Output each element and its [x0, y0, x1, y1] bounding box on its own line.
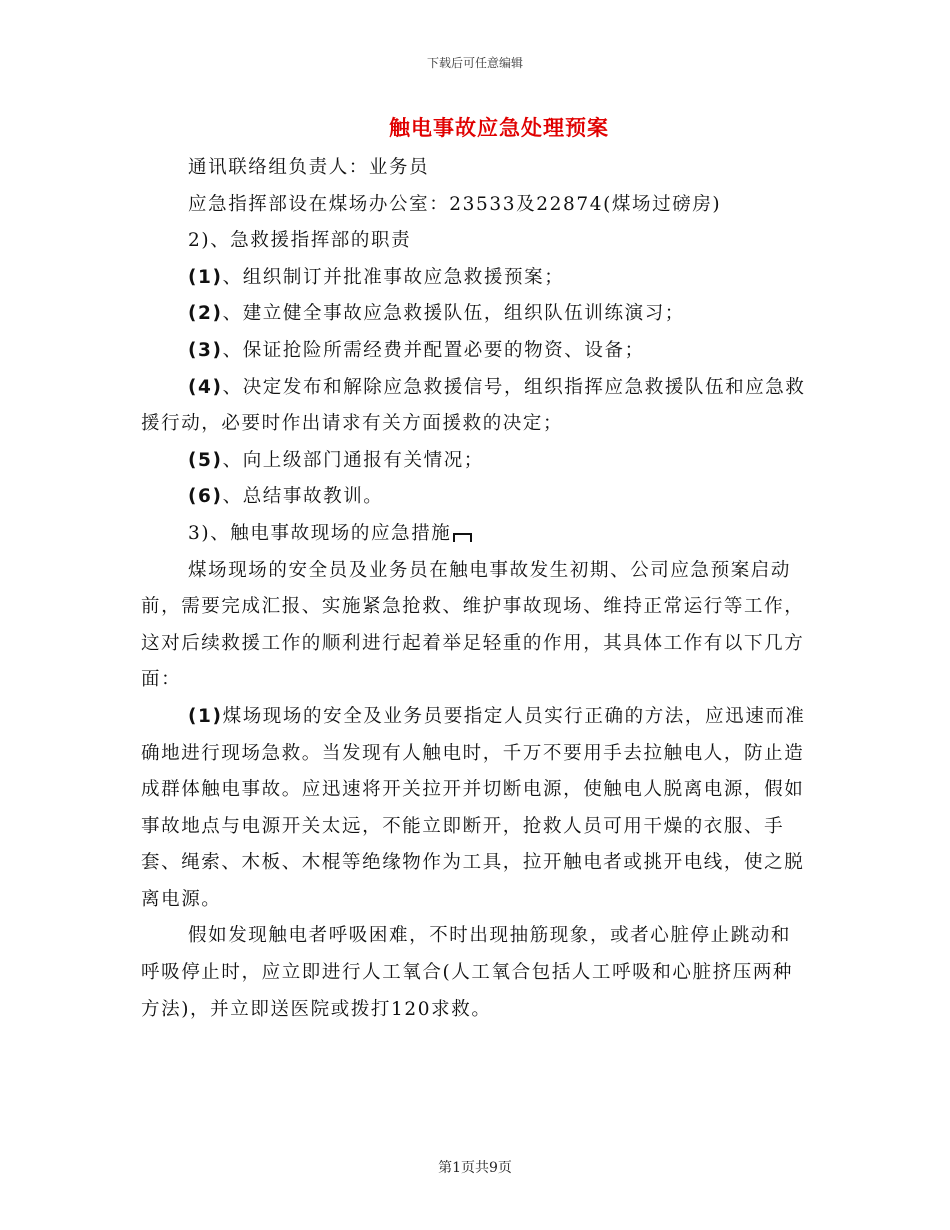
document-title: 触电事故应急处理预案	[389, 115, 609, 140]
duty-text: 、保证抢险所需经费并配置必要的物资、设备；	[222, 339, 645, 361]
paragraph-number: (1)	[188, 705, 223, 727]
page-number: 第1页共9页	[438, 1160, 512, 1176]
duty-number: (4)	[188, 376, 223, 398]
duty-item-1	[141, 260, 809, 297]
duty-number: (2)	[188, 303, 223, 325]
document-body	[141, 150, 809, 1028]
page-header-note: 下载后可任意编辑	[426, 56, 523, 70]
duty-number: (3)	[188, 339, 223, 361]
paragraph-cpr: 假如发现触电者呼吸困难，不时出现抽筋现象，或者心脏停止跳动和呼吸停止时，应立即进行人工氧合(人工氧合包括人工呼吸和心脏挤压两种方法)，并立即送医院或拨打120求救。	[141, 925, 794, 1020]
section-3-heading	[141, 516, 809, 553]
paragraph-rescue-method	[141, 699, 809, 919]
duty-item-2	[141, 296, 809, 333]
bracket-mark-icon	[453, 533, 472, 542]
duty-item-6	[141, 479, 809, 516]
paragraph-onsite-duties: 煤场现场的安全员及业务员在触电事故发生初期、公司应急预案启动前，需要完成汇报、实施紧急抢救、维护事故现场、维持正常运行等工作，这对后续救援工作的顺利进行起着举足轻重的作用，其具体工作有以下几方面：	[141, 559, 805, 691]
duty-number: (1)	[188, 266, 223, 288]
duty-text: 、组织制订并批准事故应急救援预案；	[222, 266, 565, 288]
paragraph-rescue-text: 煤场现场的安全及业务员要指定人员实行正确的方法，应迅速而准确地进行现场急救。当发现有人触电时，千万不要用手去拉触电人，防止造成群体触电事故。应迅速将开关拉开并切断电源，使触电人脱离电源，假如事故地点与电源开关太远，不能立即断开，抢救人员可用干燥的衣服、手套、绳索、木板、木棍等绝缘物作为工具，拉开触电者或挑开电线，使之脱离电源。	[141, 705, 806, 910]
command-office-line: 应急指挥部设在煤场办公室：23533及22874(煤场过磅房)	[188, 193, 722, 215]
duty-number: (6)	[188, 486, 223, 508]
contact-group-line: 通讯联络组负责人：业务员	[188, 157, 430, 178]
duty-item-4	[141, 370, 809, 443]
duty-text: 、建立健全事故应急救援队伍，组织队伍训练演习；	[222, 303, 685, 325]
duty-item-3	[141, 333, 809, 370]
duty-text: 、向上级部门通报有关情况；	[222, 449, 484, 471]
duty-item-5	[141, 443, 809, 480]
duty-number: (5)	[188, 449, 223, 471]
section-2-heading: 2)、急救援指挥部的职责	[188, 230, 412, 252]
section-3-heading-text: 3)、触电事故现场的应急措施	[188, 522, 452, 544]
duty-text: 、总结事故教训。	[222, 486, 384, 508]
duty-text: 、决定发布和解除应急救援信号，组织指挥应急救援队伍和应急救援行动，必要时作出请求有关方面援救的决定；	[141, 376, 806, 435]
